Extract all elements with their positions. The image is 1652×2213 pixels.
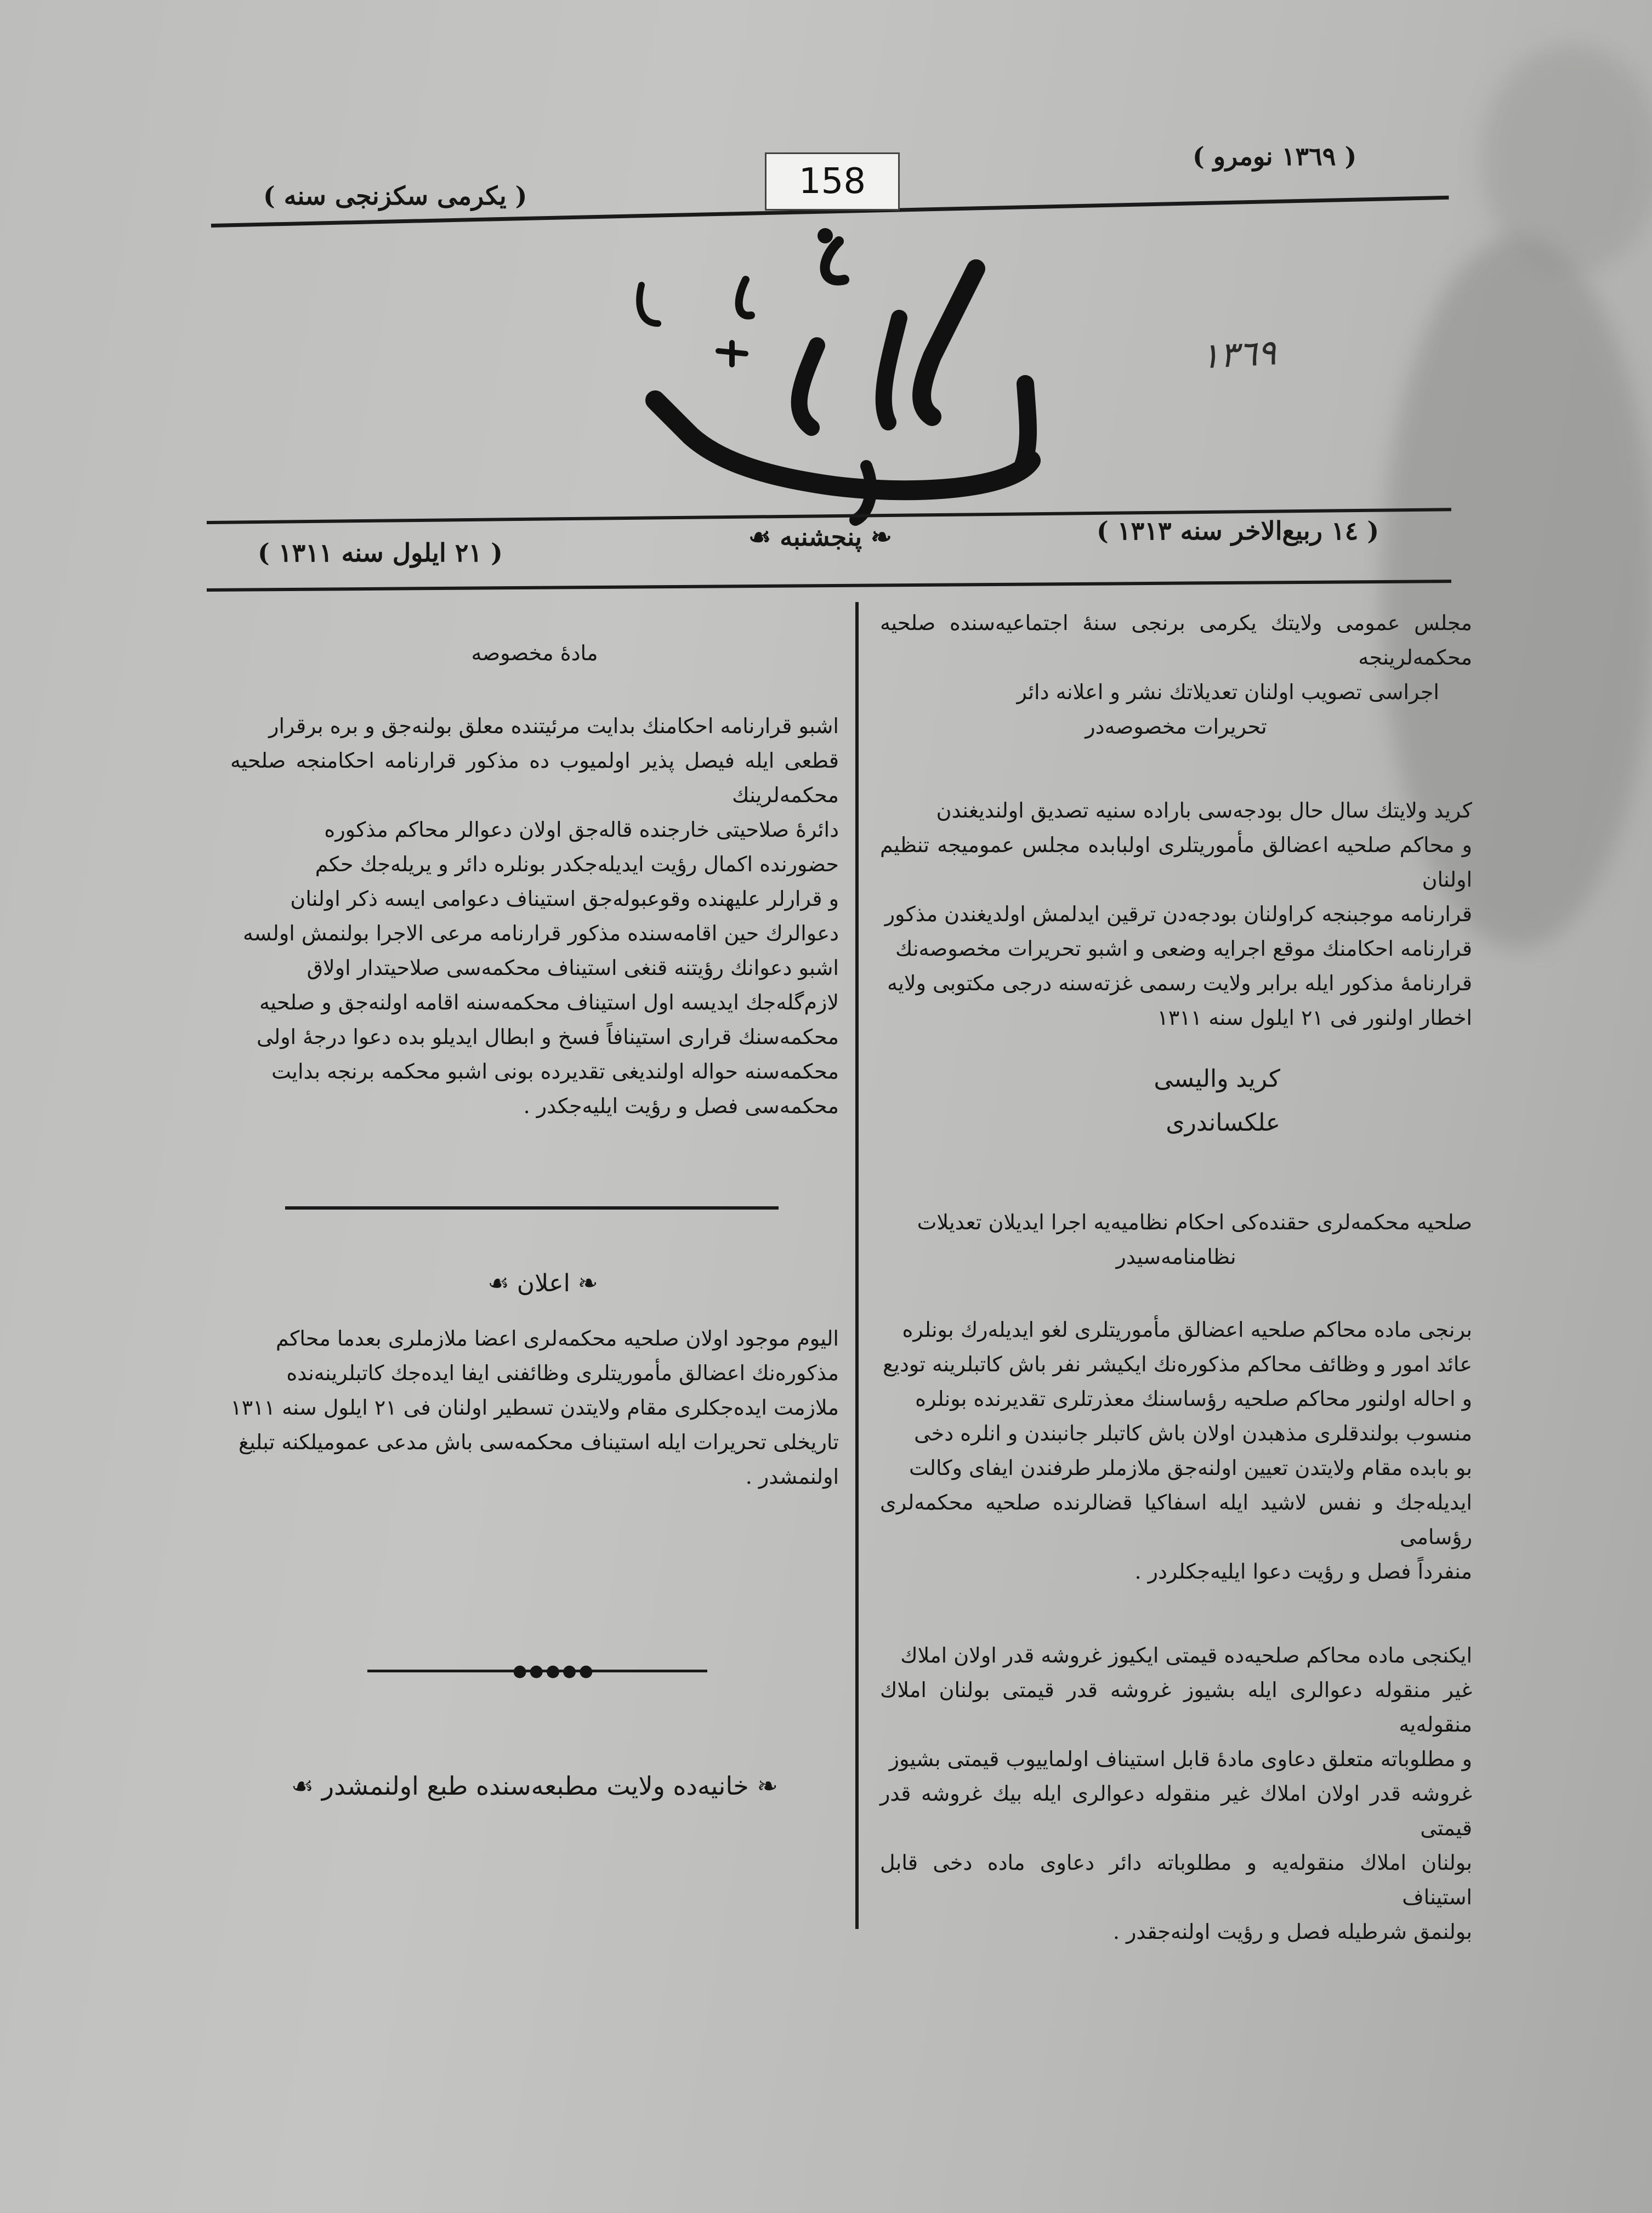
paper-stain — [1480, 44, 1652, 274]
ilan-heading — [433, 1269, 652, 1297]
left-body-line: محکمه‌سنه حواله اولندیغی تقدیرده بونی اشبو محکمه برنجه بدایت — [271, 1059, 839, 1083]
masthead-calligraphy — [581, 219, 1075, 526]
body-line: کرید ولایتك سال حال بودجه‌سی باراده سنیه تصدیق اولندیغندن — [936, 798, 1472, 822]
article2-line: غیر منقوله دعوالری ایله بشیوز غروشه قدر قیمتی بولنان املاك منقوله‌یه — [880, 1678, 1472, 1737]
left-body-line: اشبو دعوانك رؤیتنه قنغی استیناف محکمه‌سی صلاحیتدار اولاق — [306, 956, 839, 980]
right-heading-line: اجراسی تصویب اولنان تعدیلاتك نشر و اعلانه دائر — [1017, 680, 1439, 704]
left-heading: مادهٔ مخصوصه — [471, 641, 598, 665]
article2-line: و مطلوباته متعلق دعاوی مادهٔ قابل استیناف اولماییوب قیمتی بشیوز — [889, 1747, 1472, 1771]
ornament-left: ❧ — [748, 1771, 778, 1801]
left-body-line: حضورنده اکمال رؤیت ایدیله‌جکدر بونلره دائر و یریله‌جك حکم — [315, 852, 839, 876]
date-hijri: ( ۱٤ ربیع‌الاخر سنه ۱٣۱٣ ) — [1097, 516, 1379, 546]
section-title-line: نظامنامه‌سیدر — [1116, 1245, 1236, 1269]
ornament-right: ☙ — [748, 522, 780, 552]
article2-line: بولنمق شرطیله فصل و رؤیت اولنه‌جقدر . — [1112, 1920, 1472, 1944]
left-body-line: اشبو قرارنامه احکامنك بدایت مرئیتنده معلق بولنه‌جق و بره برقرار — [269, 714, 839, 738]
left-separator-rule — [285, 1206, 779, 1210]
article1-line: برنجی ماده محاکم صلحیه اعضالق مأموریتلری لغو ایدیله‌رك بونلره — [902, 1318, 1472, 1342]
article1-line: و احاله اولنور محاکم صلحیه رؤساسنك معذرتلری تقدیرنده بونلره — [915, 1387, 1472, 1411]
body-line: اخطار اولنور فی ۲۱ ایلول سنه ۱٣۱۱ — [1157, 1006, 1472, 1030]
ilan-heading-text: اعلان — [516, 1269, 570, 1297]
left-body-line: قطعی ایله فیصل پذیر اولمیوب ده مذکور قرارنامه احکامنجه صلحیه محکمه‌لرینك — [230, 748, 839, 807]
ilan-line: الیوم موجود اولان صلحیه محکمه‌لری اعضا ملازملری بعدما محاکم — [275, 1326, 839, 1351]
article1-line: عائد امور و وظائف محاکم مذکوره‌نك ایکیشر نفر باش کاتبلرینه تودیع — [883, 1352, 1472, 1376]
ilan-line: اولنمشدر . — [745, 1465, 839, 1489]
article1-line: منفرداً فصل و رؤیت دعوا ایلیه‌جکلردر . — [1134, 1559, 1472, 1584]
article1-line: منسوب بولندقلری مذهبدن اولان باش کاتبلر جانبندن و انلره دخی — [914, 1421, 1472, 1445]
ilan-body — [230, 1321, 839, 1494]
signature-name: علکساندری — [1166, 1109, 1280, 1137]
right-column — [880, 606, 1472, 1949]
right-heading-line: تحریرات مخصوصه‌در — [1085, 714, 1267, 739]
column-divider — [855, 602, 859, 1929]
body-line: قرارنامه موجبنجه کراولنان بودجه‌دن ترقین ایدلمش اولدیغندن مذکور — [884, 902, 1472, 926]
day-name — [748, 522, 892, 552]
article1-line: ایدیله‌جك و نفس لاشید ایله اسفاکیا قضالرنده صلحیه محکمه‌لری رؤسامی — [880, 1490, 1472, 1549]
ornament-right: ☙ — [487, 1269, 517, 1297]
section-title-line: صلحیه محکمه‌لری حقنده‌کی احکام نظامیه‌یه اجرا ایدیلان تعدیلات — [917, 1210, 1472, 1234]
rule-ornament-icon: ●●●●● — [513, 1661, 595, 1681]
left-column — [230, 636, 839, 1123]
body-line: قرارنامه احکامنك موقع اجرایه وضعی و اشبو تحریرات مخصوصه‌نك — [895, 937, 1472, 961]
ilan-line: ملازمت ایده‌جکلری مقام ولایتدن تسطیر اولنان فی ۲۱ ایلول سنه ۱٣۱۱ — [230, 1395, 839, 1420]
masthead-title — [581, 219, 1075, 526]
ornament-left: ❧ — [570, 1269, 598, 1297]
signature-title: کرید والیسی — [1154, 1065, 1280, 1093]
article2-line: غروشه قدر اولان املاك غیر منقوله دعوالری ایله بیك غروشه قدر قیمتی — [880, 1781, 1472, 1840]
date-rule-bottom — [207, 580, 1451, 592]
body-line: و محاکم صلحیه اعضالق مأموریتلری اولبابده مجلس عمومیجه تنظیم اولنان — [880, 833, 1472, 892]
issue-number: ( ۱٣٦٩ نومرو ) — [1193, 141, 1357, 171]
article2-line: ایکنجی ماده محاکم صلحیه‌ده قیمتی ایکیوز غروشه قدر اولان املاك — [900, 1643, 1472, 1667]
right-heading-line: مجلس عمومی ولایتك یکرمی برنجی سنهٔ اجتماعیه‌سنده صلحیه محکمه‌لرینجه — [880, 611, 1472, 669]
body-line: قرارنامهٔ مذکور ایله برابر ولایت رسمی غزته‌سنه درجی مکتوبی ولایه — [887, 971, 1472, 995]
handwritten-number: ۱٣٦٩ — [1200, 332, 1278, 377]
left-body-line: لازم‌گله‌جك ایدیسه اول استیناف محکمه‌سنه اقامه اولنه‌جق و صلحیه — [259, 990, 839, 1014]
page-stamp: 158 — [765, 152, 900, 211]
left-body-line: دعوالرك حین اقامه‌سنده مذکور قرارنامه مرعی الاجرا بولنمش اولسه — [243, 921, 839, 945]
left-body-line: محکمه‌سنك قراری استینافاً فسخ و ابطال ایدیلو بده دعوا درجهٔ اولی — [256, 1025, 839, 1049]
left-body-line: محکمه‌سی فصل و رؤیت ایلیه‌جکدر . — [523, 1094, 839, 1118]
ornament-right: ☙ — [291, 1771, 322, 1801]
printer-text: خانیه‌ده ولایت مطبعه‌سنده طبع اولنمشدر — [321, 1771, 749, 1801]
article2-line: بولنان املاك منقوله‌یه و مطلوباته دائر دعاوی ماده دخی قابل استیناف — [880, 1851, 1472, 1909]
year-label: ( یکرمی سکزنجی سنه ) — [263, 181, 527, 211]
left-body-line: و قرارلر علیهنده وقوعبوله‌جق استیناف دعوامی ایسه ذکر اولنان — [290, 887, 839, 911]
date-rumi: ( ۲۱ ایلول سنه ۱٣۱۱ ) — [258, 538, 503, 568]
ilan-line: مذکوره‌نك اعضالق مأموریتلری وظائفنی ایفا ایده‌جك کاتبلرینه‌نده — [286, 1361, 839, 1385]
ilan-line: تاریخلی تحریرات ایله استیناف محکمه‌سی باش مدعی عمومیلکنه تبلیغ — [238, 1430, 839, 1454]
printer-line — [247, 1771, 822, 1801]
article1-line: بو بابده مقام ولایتدن تعیین اولنه‌جق ملازملر طرفندن ایفای وکالت — [909, 1456, 1472, 1480]
ornament-left: ❧ — [862, 522, 892, 552]
left-body-line: دائرهٔ صلاحیتی خارجنده قاله‌جق اولان دعوالر محاکم مذکوره — [324, 818, 839, 842]
day-label: پنجشنبه — [780, 522, 862, 552]
